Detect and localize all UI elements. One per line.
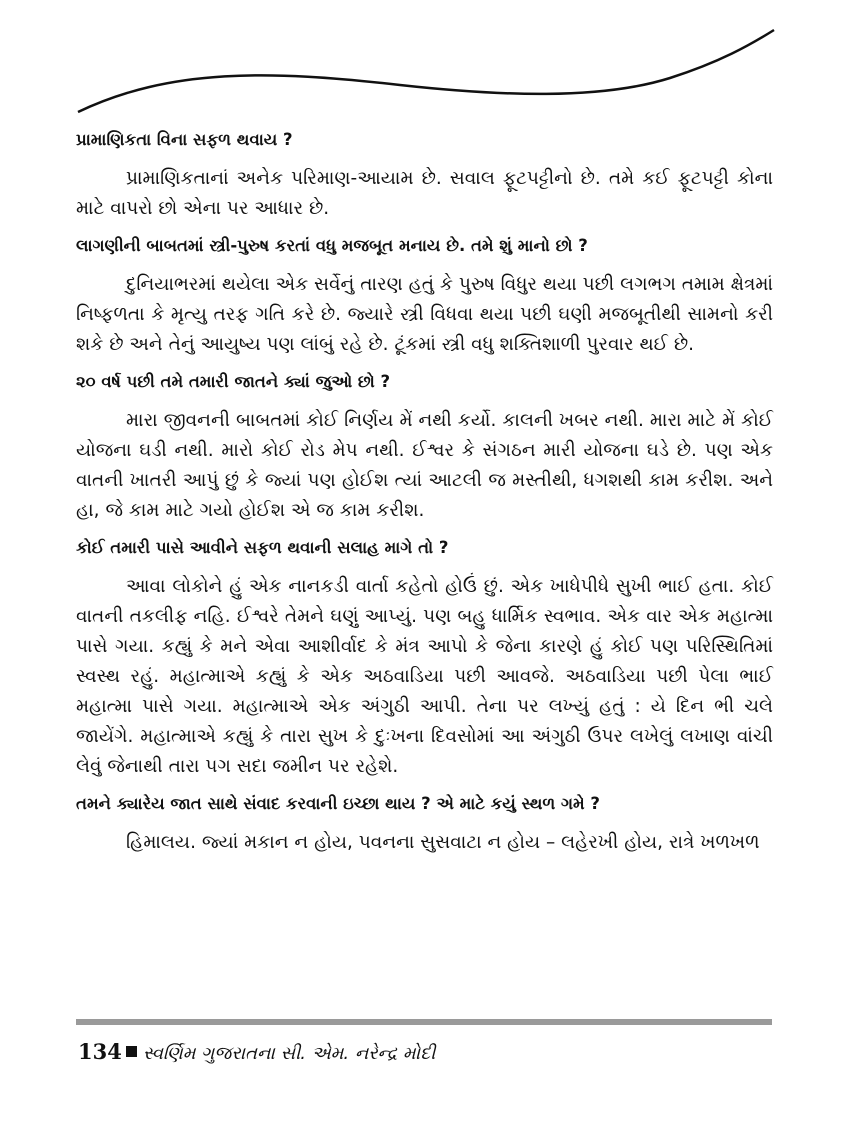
question-heading: ૨૦ વર્ષ પછી તમે તમારી જાતને ક્યાં જુઓ છો ?: [76, 372, 391, 391]
answer-paragraph: હિમાલય. જ્યાં મકાન ન હોય, પવનના સુસવાટા ન હોય – લહેરખી હોય, રાત્રે ખળખળ: [126, 832, 760, 853]
question-heading: પ્રામાણિકતા વિના સફળ થવાય ?: [76, 130, 293, 149]
square-bullet-icon: [126, 1046, 137, 1057]
page-footer: [78, 1038, 435, 1068]
footer-divider: [76, 1019, 772, 1025]
question-heading: લાગણીની બાબતમાં સ્ત્રી-પુરુષ કરતાં વધુ મજબૂત મનાય છે. તમે શું માનો છો ?: [76, 236, 588, 255]
page-content: [76, 128, 773, 868]
book-title: સ્વર્ણિમ ગુજરાતના સી. એમ. નરેન્દ્ર મોદી: [142, 1043, 436, 1064]
answer-paragraph: મારા જીવનની બાબતમાં કોઈ નિર્ણય મેં નથી કર્યો. કાલની ખબર નથી. મારા માટે મેં કોઈ યોજના ઘડી નથી. મારો કોઈ રોડ મેપ નથી. ઈશ્વર કે સંગઠન મારી યોજના ઘડે છે. પણ એક વાતની ખાતરી આપું છું કે જ્યાં પણ હોઈશ ત્યાં આટલી જ મસ્તીથી, ધગશથી કામ કરીશ. અને હા, જે કામ માટે ગયો હોઈશ એ જ કામ કરીશ.: [76, 410, 774, 521]
question-heading: કોઈ તમારી પાસે આવીને સફળ થવાની સલાહ માગે તો ?: [76, 538, 449, 557]
answer-paragraph: પ્રામાણિકતાનાં અનેક પરિમાણ-આયામ છે. સવાલ ફૂટપટ્ટીનો છે. તમે કઈ ફૂટપટ્ટી કોના માટે વાપરો છો એના પર આધાર છે.: [76, 168, 773, 219]
answer-paragraph: આવા લોકોને હું એક નાનકડી વાર્તા કહેતો હોઉં છું. એક ખાધેપીધે સુખી ભાઈ હતા. કોઈ વાતની તકલીફ નહિ. ઈશ્વરે તેમને ઘણું આપ્યું. પણ બહુ ધાર્મિક સ્વભાવ. એક વાર એક મહાત્મા પાસે ગયા. કહ્યું કે મને એવા આશીર્વાદ કે મંત્ર આપો કે જેના કારણે હું કોઈ પણ પરિસ્થિતિમાં સ્વસ્થ રહું. મહાત્માએ કહ્યું કે એક અઠવાડિયા પછી આવજે. અઠવાડિયા પછી પેલા ભાઈ મહાત્મા પાસે ગયા. મહાત્માએ એક અંગુઠી આપી. તેના પર લખ્યું હતું : યે દિન ભી ચલે જાયેંગે. મહાત્માએ કહ્યું કે તારા સુખ કે દુઃખના દિવસોમાં આ અંગુઠી ઉપર લખેલું લખાણ વાંચી લેવું જેનાથી તારા પગ સદા જમીન પર રહેશે.: [76, 576, 773, 777]
decorative-wave-line: [0, 0, 854, 125]
question-heading: તમને ક્યારેય જાત સાથે સંવાદ કરવાની ઇચ્છા થાય ? એ માટે કયું સ્થળ ગમે ?: [76, 794, 600, 813]
answer-paragraph: દુનિયાભરમાં થયેલા એક સર્વેનું તારણ હતું કે પુરુષ વિધુર થયા પછી લગભગ તમામ ક્ષેત્રમાં નિષ્ફળતા કે મૃત્યુ તરફ ગતિ કરે છે. જ્યારે સ્ત્રી વિધવા થયા પછી ઘણી મજબૂતીથી સામનો કરી શકે છે અને તેનું આયુષ્ય પણ લાંબું રહે છે. ટૂંકમાં સ્ત્રી વધુ શક્તિશાળી પુરવાર થઈ છે.: [76, 274, 773, 355]
page-number: 134: [78, 1039, 122, 1064]
